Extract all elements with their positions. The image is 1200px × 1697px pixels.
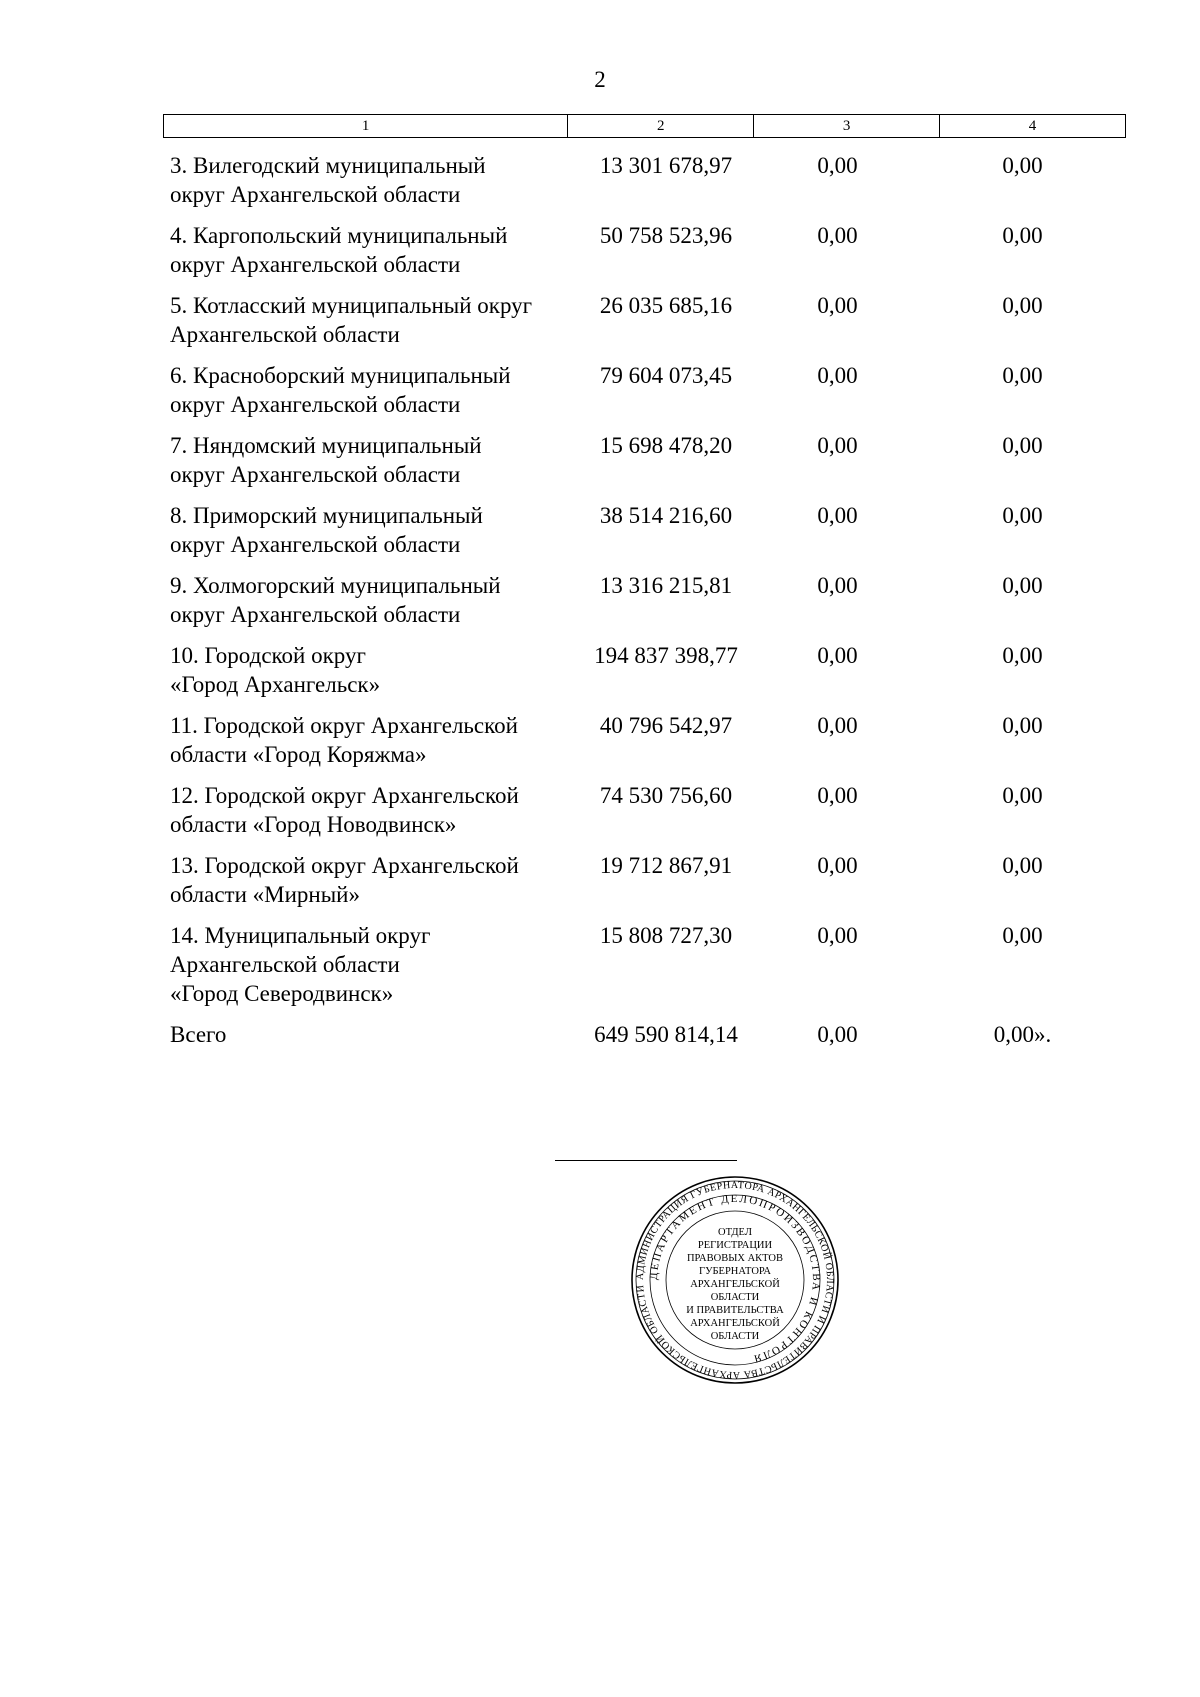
seal-center-line: РЕГИСТРАЦИИ	[697, 1240, 773, 1251]
row-name-cell	[170, 291, 587, 349]
seal-inner-ring-text: ДЕПАРТАМЕНТ ДЕЛОПРОИЗВОДСТВА И КОНТРОЛЯ	[647, 1192, 823, 1366]
total-col3: 0,00	[817, 1022, 858, 1047]
column-header-1: 1	[164, 115, 568, 138]
row-col3-cell: 0,00	[817, 293, 858, 318]
row-amount-cell: 15 698 478,20	[599, 433, 733, 458]
row-name-line: области «Город Новодвинск»	[170, 812, 457, 837]
row-col3-cell: 0,00	[817, 923, 858, 948]
row-name-cell	[170, 361, 587, 419]
table-row	[170, 781, 1130, 839]
row-col4-cell: 0,00	[1002, 643, 1043, 668]
table-row	[170, 151, 1130, 209]
row-name-line: округ Архангельской области	[170, 392, 461, 417]
row-col3-cell: 0,00	[817, 363, 858, 388]
seal-center-line: ПРАВОВЫХ АКТОВ	[686, 1253, 784, 1264]
row-amount-cell: 38 514 216,60	[599, 503, 733, 528]
row-amount-cell: 79 604 073,45	[599, 363, 733, 388]
row-name-line: 14. Муниципальный округ	[170, 923, 431, 948]
row-col3-cell: 0,00	[817, 433, 858, 458]
row-amount-cell: 50 758 523,96	[599, 223, 733, 248]
row-name-cell	[170, 641, 587, 699]
row-name-line: округ Архангельской области	[170, 602, 461, 627]
row-col3-cell: 0,00	[817, 713, 858, 738]
row-amount-cell: 26 035 685,16	[599, 293, 733, 318]
table-row	[170, 921, 1130, 1008]
row-name-line: 4. Каргопольский муниципальный	[170, 223, 508, 248]
table-row	[170, 571, 1130, 629]
page-number: 2	[594, 67, 606, 92]
row-col4-cell: 0,00	[1002, 573, 1043, 598]
row-col4-cell: 0,00	[1002, 363, 1043, 388]
row-col4-cell: 0,00	[1002, 923, 1043, 948]
row-name-line: 5. Котласский муниципальный округ	[170, 293, 533, 318]
seal-outer-ring-text: АДМИНИСТРАЦИЯ ГУБЕРНАТОРА АРХАНГЕЛЬСКОЙ ОБЛАСТИ И ПРАВИТЕЛЬСТВА АРХАНГЕЛЬСКОЙ ОБЛАСТИ	[634, 1179, 836, 1381]
row-name-line: Архангельской области	[170, 322, 400, 347]
column-header-3: 3	[754, 115, 940, 138]
table-row	[170, 291, 1130, 349]
column-header-4: 4	[940, 115, 1126, 138]
row-amount-cell: 13 316 215,81	[599, 573, 733, 598]
row-name-line: округ Архангельской области	[170, 462, 461, 487]
table-row	[170, 501, 1130, 559]
row-amount-cell: 13 301 678,97	[599, 153, 733, 178]
column-header-table	[163, 114, 1126, 138]
row-name-line: области «Мирный»	[170, 882, 360, 907]
row-amount-cell: 40 796 542,97	[599, 713, 733, 738]
row-name-cell	[170, 921, 587, 1008]
seal-center-line: ОБЛАСТИ	[710, 1331, 760, 1342]
row-col3-cell: 0,00	[817, 643, 858, 668]
row-name-line: 8. Приморский муниципальный	[170, 503, 483, 528]
row-name-cell	[170, 781, 587, 839]
row-col4-cell: 0,00	[1002, 503, 1043, 528]
row-amount-cell: 194 837 398,77	[594, 643, 738, 668]
signature-line	[555, 1160, 737, 1161]
row-name-line: 10. Городской округ	[170, 643, 366, 668]
row-col4-cell: 0,00	[1002, 713, 1043, 738]
table-body	[170, 151, 1130, 1061]
row-name-cell	[170, 571, 587, 629]
row-name-line: Архангельской области	[170, 952, 400, 977]
seal-center-line: ОБЛАСТИ	[710, 1292, 760, 1303]
total-row	[170, 1020, 1130, 1049]
row-col4-cell: 0,00	[1002, 153, 1043, 178]
row-name-line: округ Архангельской области	[170, 532, 461, 557]
row-col3-cell: 0,00	[817, 223, 858, 248]
row-amount-cell: 74 530 756,60	[599, 783, 733, 808]
row-name-line: «Город Архангельск»	[170, 672, 381, 697]
row-name-line: области «Город Коряжма»	[170, 742, 427, 767]
row-name-cell	[170, 711, 587, 769]
row-col3-cell: 0,00	[817, 853, 858, 878]
row-col4-cell: 0,00	[1002, 433, 1043, 458]
table-row	[170, 851, 1130, 909]
row-name-line: 13. Городской округ Архангельской	[170, 853, 519, 878]
row-name-cell	[170, 151, 587, 209]
table-row	[170, 641, 1130, 699]
row-col4-cell: 0,00	[1002, 293, 1043, 318]
row-name-line: округ Архангельской области	[170, 182, 461, 207]
row-name-line: 12. Городской округ Архангельской	[170, 783, 519, 808]
row-name-line: округ Архангельской области	[170, 252, 461, 277]
row-col3-cell: 0,00	[817, 783, 858, 808]
row-col3-cell: 0,00	[817, 573, 858, 598]
row-amount-cell: 15 808 727,30	[599, 923, 733, 948]
row-col3-cell: 0,00	[817, 153, 858, 178]
row-name-line: 11. Городской округ Архангельской	[170, 713, 518, 738]
table-row	[170, 711, 1130, 769]
row-amount-cell: 19 712 867,91	[599, 853, 733, 878]
table-row	[170, 221, 1130, 279]
row-name-cell	[170, 851, 587, 909]
seal-center-line: ГУБЕРНАТОРА	[699, 1266, 771, 1277]
seal-center-line: АРХАНГЕЛЬСКОЙ	[690, 1279, 780, 1290]
total-col4: 0,00».	[993, 1022, 1052, 1047]
row-name-line: 6. Красноборский муниципальный	[170, 363, 511, 388]
total-label: Всего	[170, 1022, 227, 1047]
total-amount: 649 590 814,14	[594, 1022, 738, 1047]
row-name-cell	[170, 221, 587, 279]
row-name-cell	[170, 501, 587, 559]
seal-center-line: И ПРАВИТЕЛЬСТВА	[686, 1305, 784, 1316]
row-name-line: 3. Вилегодский муниципальный	[170, 153, 486, 178]
seal-center-line: ОТДЕЛ	[718, 1227, 752, 1238]
row-col3-cell: 0,00	[817, 503, 858, 528]
row-col4-cell: 0,00	[1002, 853, 1043, 878]
row-name-line: 7. Няндомский муниципальный	[170, 433, 482, 458]
official-seal-stamp	[630, 1175, 840, 1385]
row-name-cell	[170, 431, 587, 489]
row-col4-cell: 0,00	[1002, 223, 1043, 248]
row-name-line: 9. Холмогорский муниципальный	[170, 573, 501, 598]
seal-center-line: АРХАНГЕЛЬСКОЙ	[690, 1318, 780, 1329]
table-row	[170, 361, 1130, 419]
row-name-line: «Город Северодвинск»	[170, 981, 394, 1006]
table-row	[170, 431, 1130, 489]
row-col4-cell: 0,00	[1002, 783, 1043, 808]
column-header-2: 2	[568, 115, 754, 138]
